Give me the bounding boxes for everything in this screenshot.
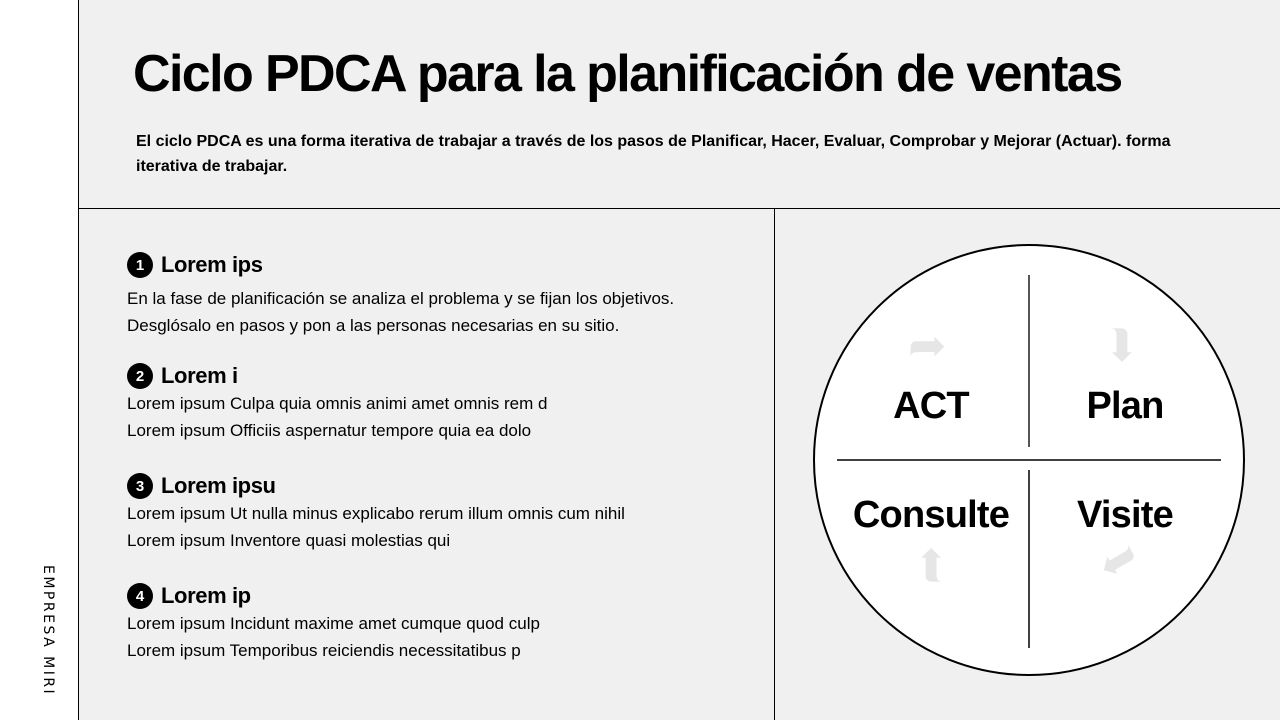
cycle-label-act: ACT: [893, 385, 969, 427]
step-description-line: Lorem ipsum Culpa quia omnis animi amet omnis rem d: [127, 394, 548, 413]
step-number-badge: 2: [127, 363, 153, 389]
page-subtitle: El ciclo PDCA es una forma iterativa de trabajar a través de los pasos de Planificar, Hacer, Evaluar, Comprobar y Mejorar (Actuar). forma iterativa de trabajar.: [136, 133, 1171, 175]
step-title: Lorem ip: [161, 583, 251, 608]
curved-arrow-icon: ➦: [1089, 529, 1150, 597]
step-description-line: Lorem ipsum Inventore quasi molestias qui: [127, 530, 451, 550]
brand-label: EMPRESA MIRI: [40, 565, 56, 697]
curved-arrow-icon: ➦: [1096, 325, 1151, 365]
step-title: Lorem ips: [161, 252, 263, 277]
cycle-label-visite: Visite: [1077, 494, 1173, 536]
curved-arrow-icon: ➦: [902, 545, 957, 585]
step-title: Lorem i: [161, 363, 238, 388]
page-title: Ciclo PDCA para la planificación de ventas: [133, 45, 1122, 103]
step-description-line: Lorem ipsum Officiis aspernatur tempore quia ea dolo: [127, 420, 532, 440]
cycle-label-plan: Plan: [1086, 385, 1164, 427]
cycle-label-consulte: Consulte: [852, 494, 1010, 536]
step-title: Lorem ipsu: [161, 473, 276, 498]
step-description-line: Lorem ipsum Temporibus reiciendis necessitatibus p: [127, 640, 521, 660]
curved-arrow-icon: ➦: [908, 318, 947, 372]
step-description-line: En la fase de planificación se analiza el problema y se fijan los objetivos.: [127, 289, 675, 308]
step-description-line: Lorem ipsum Ut nulla minus explicabo rerum illum omnis cum nihil: [127, 504, 625, 523]
step-number-badge: 3: [127, 473, 153, 499]
step-number-badge: 1: [127, 252, 153, 278]
step-description-line: Lorem ipsum Incidunt maxime amet cumque quod culp: [127, 614, 540, 633]
step-description-line: Desglósalo en pasos y pon a las personas necesarias en su sitio.: [127, 315, 620, 335]
step-number-badge: 4: [127, 583, 153, 609]
